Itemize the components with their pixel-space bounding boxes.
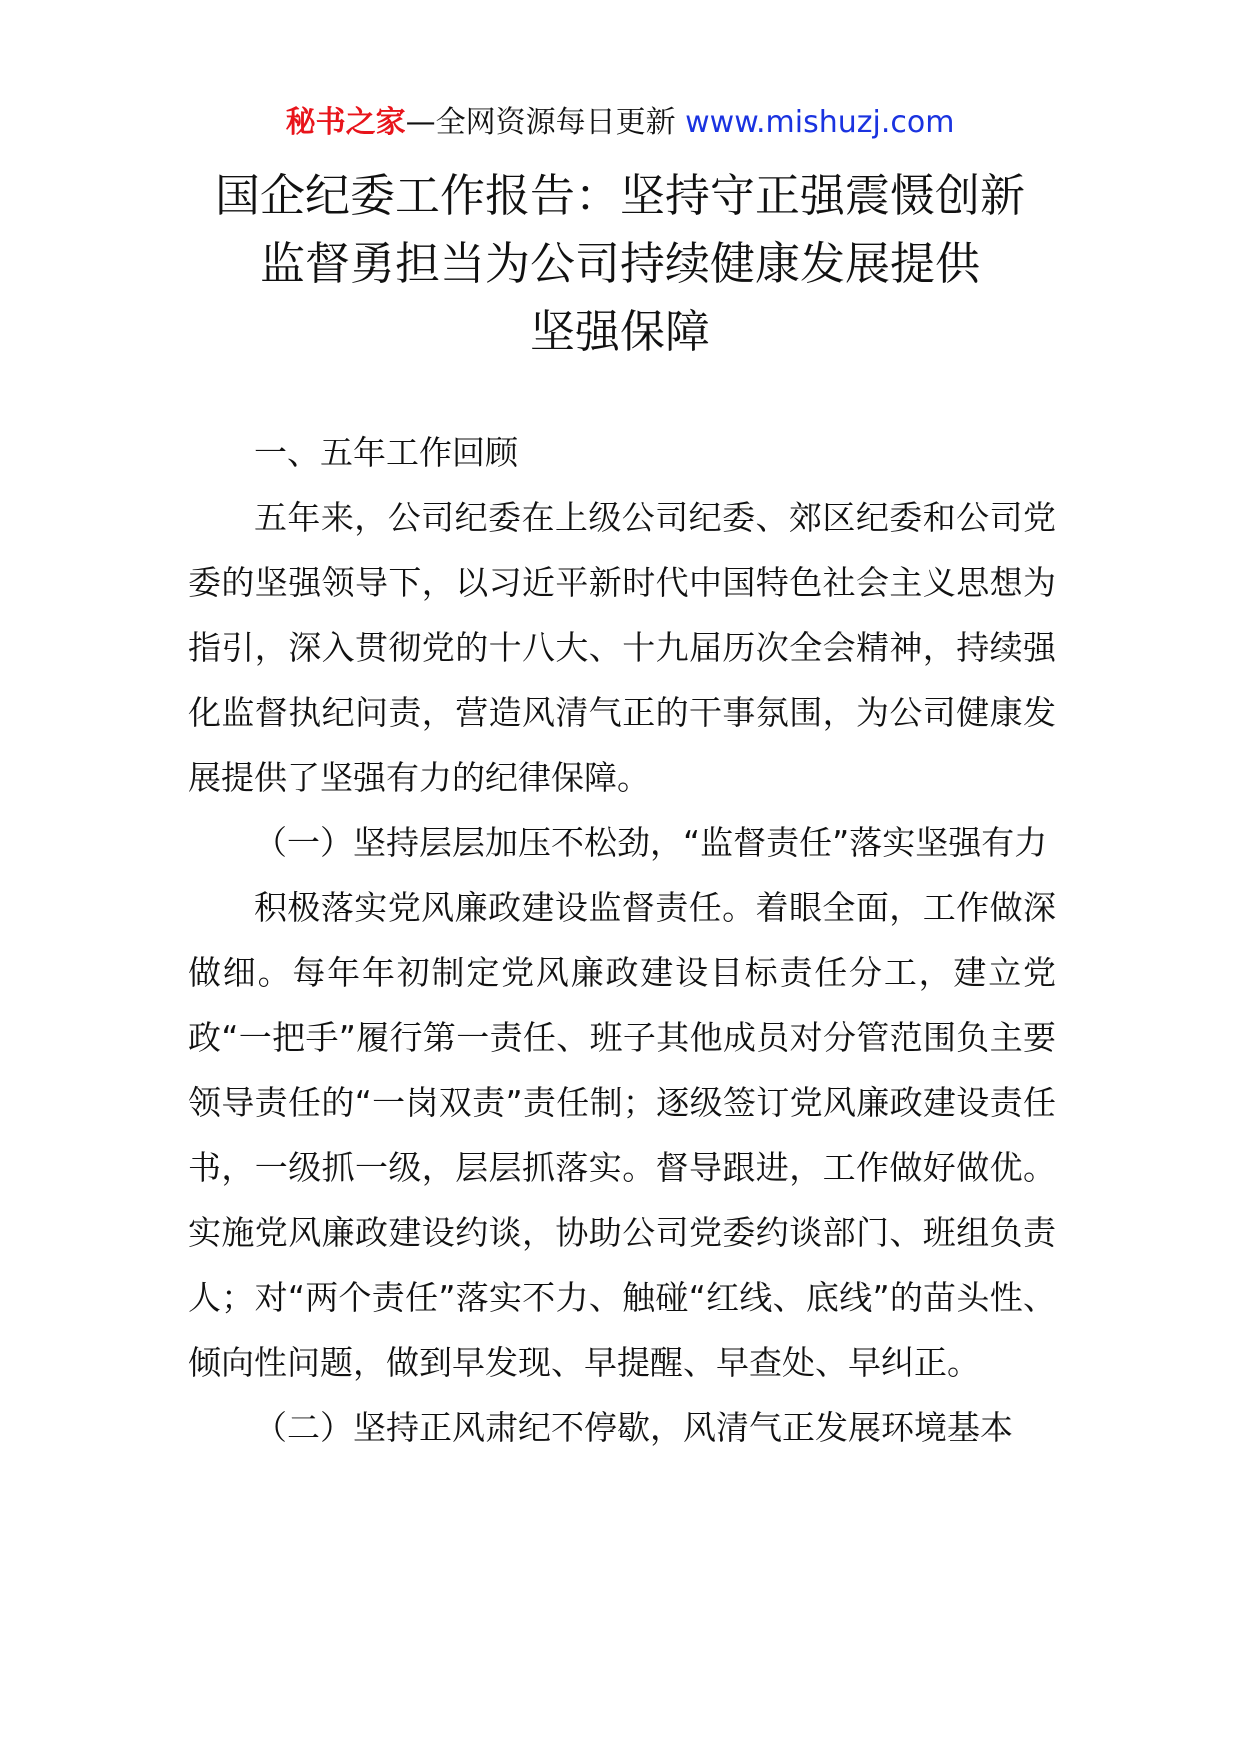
site-url[interactable]: www.mishuzj.com: [685, 105, 955, 140]
paragraph-overview: 五年来，公司纪委在上级公司纪委、郊区纪委和公司党委的坚强领导下，以习近平新时代中国特色社会主义思想为指引，深入贯彻党的十八大、十九届历次全会精神，持续强化监督执纪问责，营造风清气正的干事氛围，为公司健康发展提供了坚强有力的纪律保障。: [188, 498, 1056, 797]
header-slogan: —全网资源每日更新: [405, 105, 686, 140]
section-heading-review: 一、五年工作回顾: [254, 433, 518, 472]
paragraph-supervision: 积极落实党风廉政建设监督责任。着眼全面，工作做深做细。每年年初制定党风廉政建设目标责任分工，建立党政“一把手”履行第一责任、班子其他成员对分管范围负主要领导责任的“一岗双责”责任制；逐级签订党风廉政建设责任书，一级抓一级，层层抓落实。督导跟进，工作做好做优。实施党风廉政建设约谈，协助公司党委约谈部门、班组负责人；对“两个责任”落实不力、触碰“红线、底线”的苗头性、倾向性问题，做到早发现、早提醒、早查处、早纠正。: [188, 888, 1056, 1382]
subsection-heading-2: （二）坚持正风肃纪不停歇，风清气正发展环境基本: [254, 1408, 1013, 1447]
subsection-heading-1: （一）坚持层层加压不松劲，“监督责任”落实坚强有力: [254, 823, 1048, 862]
site-header: [0, 98, 1240, 148]
document-title: [0, 162, 1240, 366]
brand-name: 秘书之家: [285, 105, 406, 140]
title-line-1: 国企纪委工作报告：坚持守正强震慑创新: [214, 169, 1025, 222]
document-body: [188, 420, 1056, 1460]
title-line-3: 坚强保障: [529, 305, 710, 358]
title-line-2: 监督勇担当为公司持续健康发展提供: [259, 237, 980, 290]
